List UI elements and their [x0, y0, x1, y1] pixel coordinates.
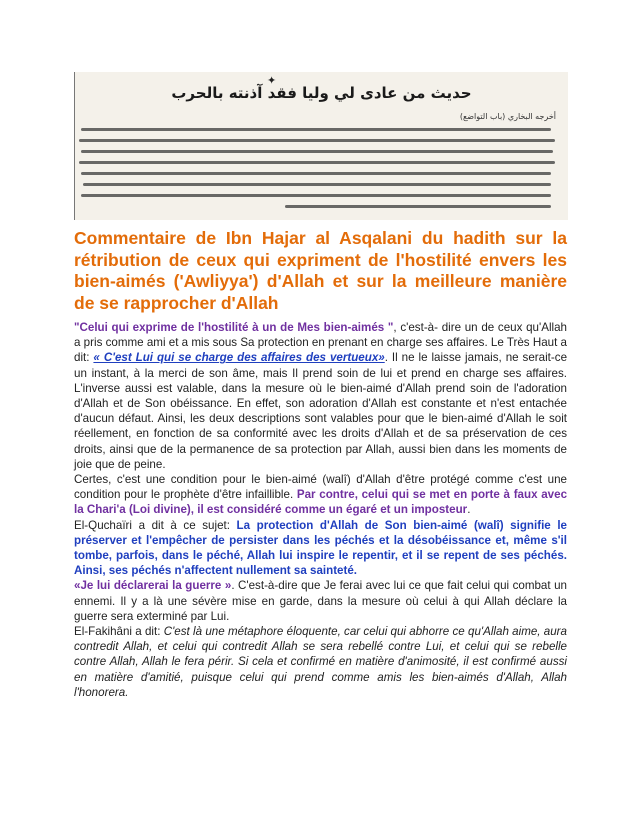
- hadith-quote: «Je lui déclarerai la guerre »: [74, 579, 232, 593]
- paragraph-1: [74, 320, 567, 472]
- paragraph-text: , c'est-à- dire un de ceux qu'Allah a pris comme ami et a mis sous Sa protection en prenant en charge ses affaires. Le Très Haut a dit:: [74, 321, 567, 365]
- hadith-quote: "Celui qui exprime de l'hostilité à un de Mes bien-aimés ": [74, 321, 394, 334]
- commentary-document: [74, 228, 567, 700]
- emphasis-text: La protection d'Allah de Son bien-aimé (walî) signifie le préserver et l'empêcher de persister dans les péchés et la désobéissance et, même s'il tombe, parfois, dans le péché, Allah lui inspire le repentir, et il se repent de ses péchés. Ainsi, ses péchés n'affectent nullement sa sainteté.: [74, 518, 567, 578]
- hadith-scan-image: [74, 72, 568, 220]
- italic-quote: C'est là une métaphore éloquente, car celui qui abhorre ce qu'Allah aime, aura contredit Allah, et celui qui contredit Allah se sera rebellé contre Lui, et celui qui se rebelle contre Allah, Allah le fera périr. Si cela et confirmé en matière d'animosité, il est confirmé aussi en matière d'amitié, puisque celui qui prend comme amis les bien-aimés d'Allah, Allah l'honorera.: [74, 625, 567, 699]
- page-title: Commentaire de Ibn Hajar al Asqalani du hadith sur la rétribution de ceux qui expriment de l'hostilité envers les bien-aimés ('Awliyya') d'Allah et sur la meilleure manière de se rapprocher d'Allah: [74, 228, 567, 313]
- paragraph-text: .: [467, 503, 471, 517]
- paragraph-text: . Il ne le laisse jamais, ne serait-ce un instant, à la merci de son âme, mais Il prend soin de lui et prend en charge ses affaires. L'inverse aussi est valable, dans la mesure où le bien-aimé d'Allah prend soin de l'adoration d'Allah et de Son obéissance. En effet, son adoration d'Allah est constante et n'est entachée d'aucun défaut. Ainsi, les deux descriptions sont valables pour que le bien-aimé d'Allah le soit réellement, en fonction de sa conformité avec les droits d'Allah et de sa préservation de ces droits, ainsi que de la permanence de sa protection par Allah, aussi bien dans les moments de joie que de peine.: [74, 351, 568, 471]
- paragraph-3: [74, 518, 567, 579]
- paragraph-4: [74, 578, 567, 624]
- paragraph-5: [74, 624, 567, 700]
- emphasis-text: Par contre, celui qui se met en porte à faux avec la Chari'a (Loi divine), il est considéré comme un égaré et un imposteur: [74, 488, 568, 517]
- arabic-hadith-source: أخرجه البخاري (باب التواضع): [459, 112, 556, 121]
- arabic-hadith-title: حديث من عادى لي وليا فقد آذنته بالحرب: [171, 84, 472, 102]
- paragraph-text: El-Fakihâni a dit:: [74, 625, 164, 639]
- paragraph-text: Certes, c'est une condition pour le bien-aimé (walî) d'Allah d'être protégé comme c'est une condition pour le prophète d'être infaillible.: [74, 473, 567, 502]
- paragraph-text: El-Quchaïri a dit à ce sujet:: [74, 518, 237, 532]
- paragraph-text: . C'est-à-dire que Je ferai avec lui ce que fait celui qui combat un ennemi. Il y a là une sévère mise en garde, dans la mesure où celui à qui Allah déclare la guerre sera exterminé par Lui.: [74, 579, 567, 623]
- paragraph-2: [74, 472, 567, 518]
- ornament-icon: ✦: [267, 75, 277, 87]
- quran-verse-quote: « C'est Lui qui se charge des affaires des vertueux»: [93, 351, 385, 365]
